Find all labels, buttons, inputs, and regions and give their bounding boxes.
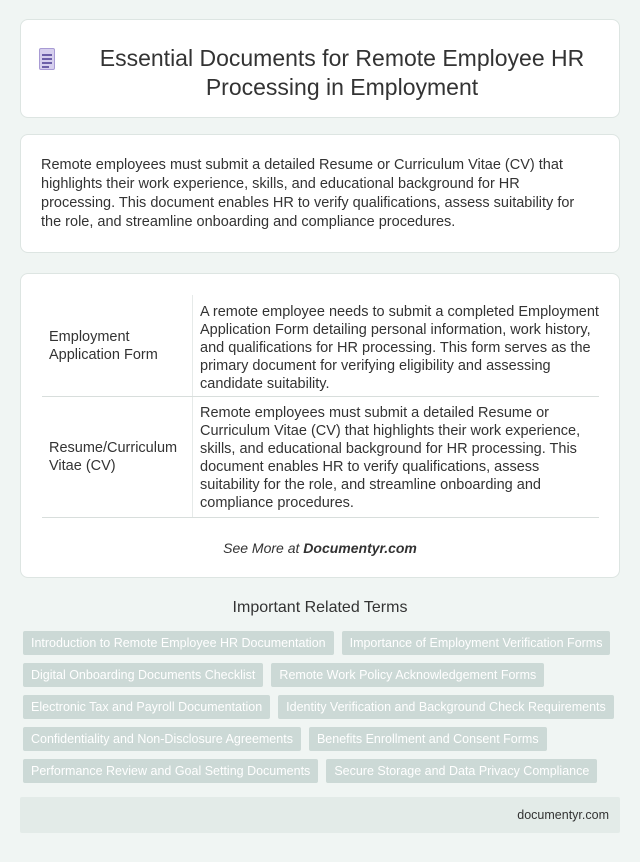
see-more-site[interactable]: Documentyr.com <box>303 540 417 556</box>
related-term-tag[interactable]: Identity Verification and Background Check Requirements <box>278 695 614 719</box>
document-description: Remote employees must submit a detailed Resume or Curriculum Vitae (CV) that highlights their work experience, skills, and educational background for HR processing. This document enables HR to verify qualifications, assess suitability for the role, and streamline onboarding and compliance procedures. <box>200 405 581 511</box>
see-more-prefix: See More at <box>223 540 304 556</box>
intro-paragraph: Remote employees must submit a detailed Resume or Curriculum Vitae (CV) that highlights their work experience, skills, and educational background for HR processing. This document enables HR to verify qualifications, assess suitability for the role, and streamline onboarding and compliance procedures. <box>41 157 575 230</box>
documents-card <box>20 273 620 578</box>
title-card <box>20 19 620 118</box>
related-term-tag[interactable]: Performance Review and Goal Setting Documents <box>23 759 318 783</box>
footer <box>20 797 620 833</box>
table-row <box>42 397 599 518</box>
related-term-tag[interactable]: Secure Storage and Data Privacy Compliance <box>326 759 597 783</box>
related-term-tag[interactable]: Importance of Employment Verification Forms <box>342 631 611 655</box>
document-name: Resume/Curriculum Vitae (CV) <box>42 397 193 517</box>
title-row <box>21 44 619 102</box>
see-more-link[interactable] <box>21 540 619 556</box>
page-title: Essential Documents for Remote Employee HR Processing in Employment <box>99 45 585 100</box>
table-row <box>42 295 599 397</box>
related-term-tag[interactable]: Digital Onboarding Documents Checklist <box>23 663 263 687</box>
related-term-tag[interactable]: Electronic Tax and Payroll Documentation <box>23 695 270 719</box>
related-terms-heading: Important Related Terms <box>232 599 408 616</box>
document-description: A remote employee needs to submit a completed Employment Application Form detailing personal information, work history, and qualifications for HR processing. This form serves as the primary document for verifying eligibility and assessing candidate suitability. <box>200 304 599 392</box>
related-terms-list <box>23 631 606 791</box>
related-term-tag[interactable]: Benefits Enrollment and Consent Forms <box>309 727 547 751</box>
intro-card <box>20 134 620 253</box>
related-term-tag[interactable]: Introduction to Remote Employee HR Documentation <box>23 631 334 655</box>
document-name: Employment Application Form <box>42 295 193 396</box>
document-icon <box>38 48 56 72</box>
footer-site-link[interactable]: documentyr.com <box>517 808 609 822</box>
documents-table <box>42 295 599 518</box>
related-term-tag[interactable]: Confidentiality and Non-Disclosure Agreements <box>23 727 301 751</box>
related-term-tag[interactable]: Remote Work Policy Acknowledgement Forms <box>271 663 544 687</box>
